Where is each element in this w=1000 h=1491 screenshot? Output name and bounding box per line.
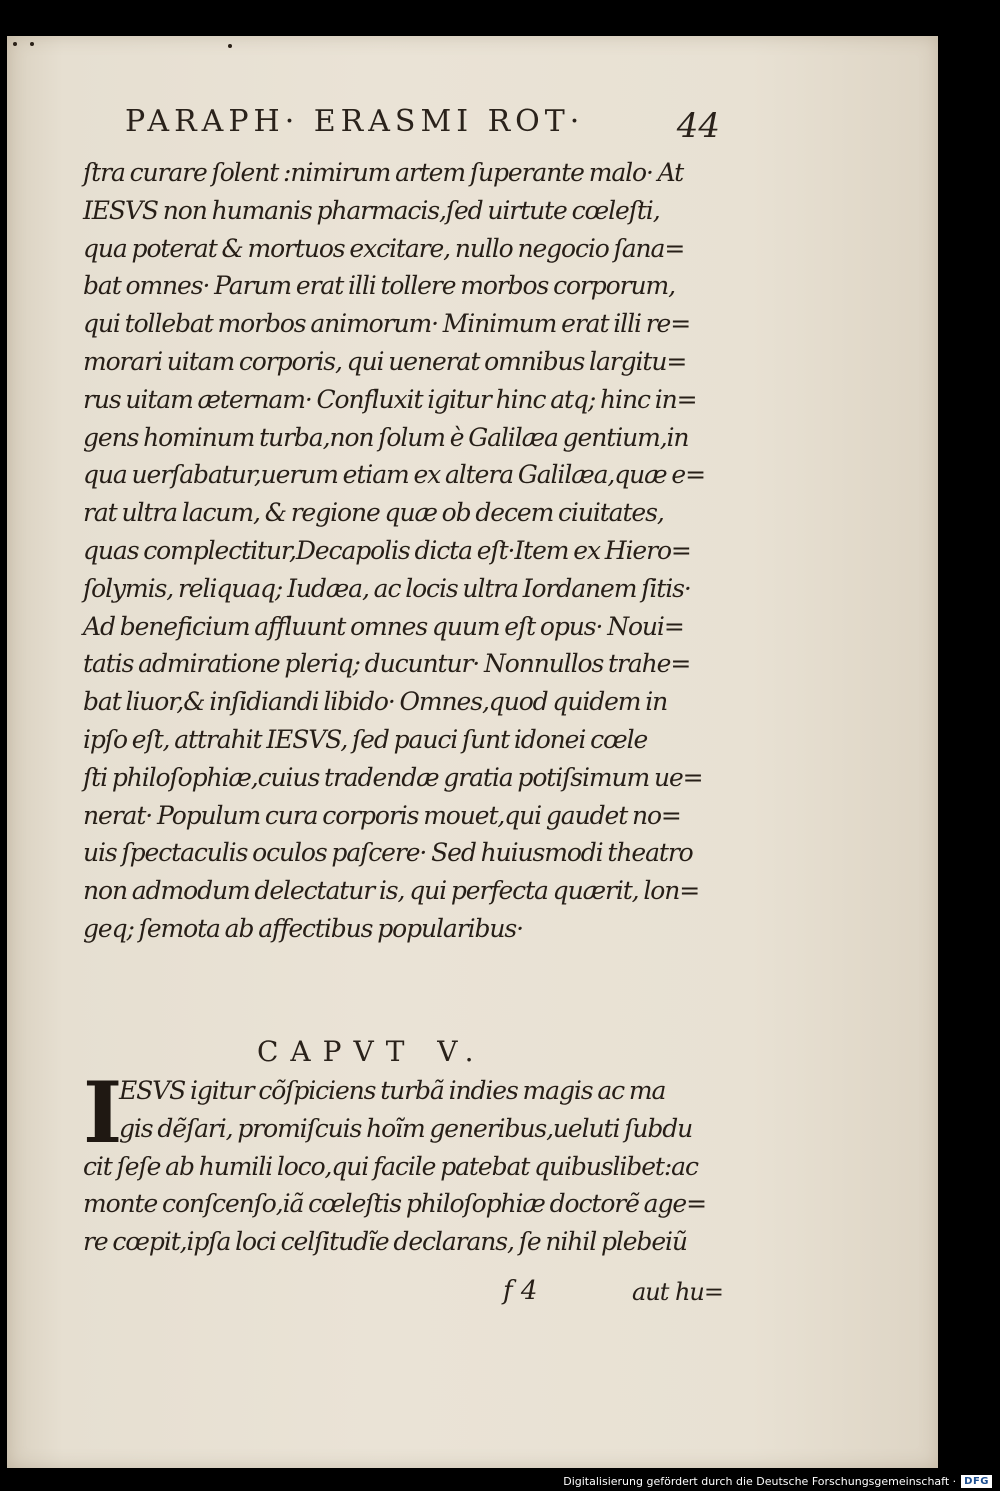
text-line: gis dẽſari, promiſcuis hoĩm generibus,ueluti ſubdu [119, 1113, 693, 1143]
text-line: qua uerſabatur,uerum etiam ex altera Galilæa,quæ e= [83, 460, 705, 490]
text-line: ſtra curare ſolent :nimirum artem ſuperante malo· At [83, 158, 684, 187]
text-line: nerat· Populum cura corporis mouet,qui gaudet no= [83, 800, 681, 830]
text-line: cit ſeſe ab humili loco,qui facile patebat quibuslibet:ac [83, 1151, 698, 1181]
credit-text: Digitalisierung gefördert durch die Deutsche Forschungsgemeinschaft · [563, 1474, 957, 1488]
text-line: quas complectitur,Decapolis dicta eſt·Item ex Hiero= [83, 535, 691, 565]
catchword: aut hu= [631, 1278, 723, 1306]
text-line: non admodum delectatur is, qui perfecta quærit, lon= [83, 876, 700, 906]
text-line: bat liuor,& inſidiandi libido· Omnes,quod quidem in [83, 687, 668, 717]
ink-speck [13, 42, 17, 46]
running-head [125, 100, 725, 150]
text-line: bat omnes· Parum erat illi tollere morbos corporum, [83, 271, 675, 301]
chapter-heading: CAPVT V. [257, 1035, 486, 1068]
text-line: ipſo eſt, attrahit IESVS, ſed pauci ſunt idonei cœle [83, 724, 648, 754]
chapter-opening [83, 1063, 723, 1261]
folio-number: 44 [676, 106, 720, 146]
signature-mark: f 4 [503, 1276, 538, 1306]
text-line: re cœpit,ipſa loci celſitudĩe declarans, ſe nihil plebeiũ [83, 1227, 687, 1257]
text-line: ESVS igitur cõſpiciens turbã indies magis ac ma [119, 1076, 666, 1105]
book-page [7, 36, 938, 1468]
ink-speck [228, 44, 232, 48]
text-line: monte conſcenſo,iã cœleſtis philoſophiæ doctorẽ age= [83, 1189, 706, 1219]
text-line: geq; ſemota ab affectibus popularibus· [83, 913, 523, 943]
text-line: morari uitam corporis, qui uenerat omnibus largitu= [83, 346, 687, 376]
text-line: qua poterat & mortuos excitare, nullo negocio ſana= [83, 233, 685, 263]
text-line: IESVS non humanis pharmacis,ſed uirtute cœleſti, [83, 195, 660, 225]
funding-credit [563, 1473, 992, 1489]
text-line: tatis admiratione pleriq; ducuntur· Nonnullos trahe= [83, 649, 691, 679]
text-line: rat ultra lacum, & regione quæ ob decem ciuitates, [83, 498, 664, 528]
text-line: gens hominum turba,non ſolum è Galilæa gentium,in [83, 422, 689, 452]
body-text [83, 154, 723, 948]
dfg-logo-icon: DFG [961, 1475, 992, 1488]
text-line: Ad beneficium affluunt omnes quum eſt opus· Noui= [83, 611, 684, 641]
text-line: ſti philoſophiæ,cuius tradendæ gratia potiſsimum ue= [83, 762, 703, 792]
page-footer [83, 1276, 723, 1318]
text-line: qui tollebat morbos animorum· Minimum erat illi re= [83, 309, 691, 339]
running-title: PARAPH· ERASMI ROT· [125, 104, 585, 139]
ink-speck [30, 42, 34, 46]
text-line: ſolymis, reliquaq; Iudæa, ac locis ultra Iordanem ſitis· [83, 573, 691, 603]
text-line: rus uitam æternam· Confluxit igitur hinc atq; hinc in= [83, 384, 697, 414]
drop-capital: I [83, 1063, 123, 1162]
text-line: uis ſpectaculis oculos paſcere· Sed huiusmodi theatro [83, 838, 693, 868]
